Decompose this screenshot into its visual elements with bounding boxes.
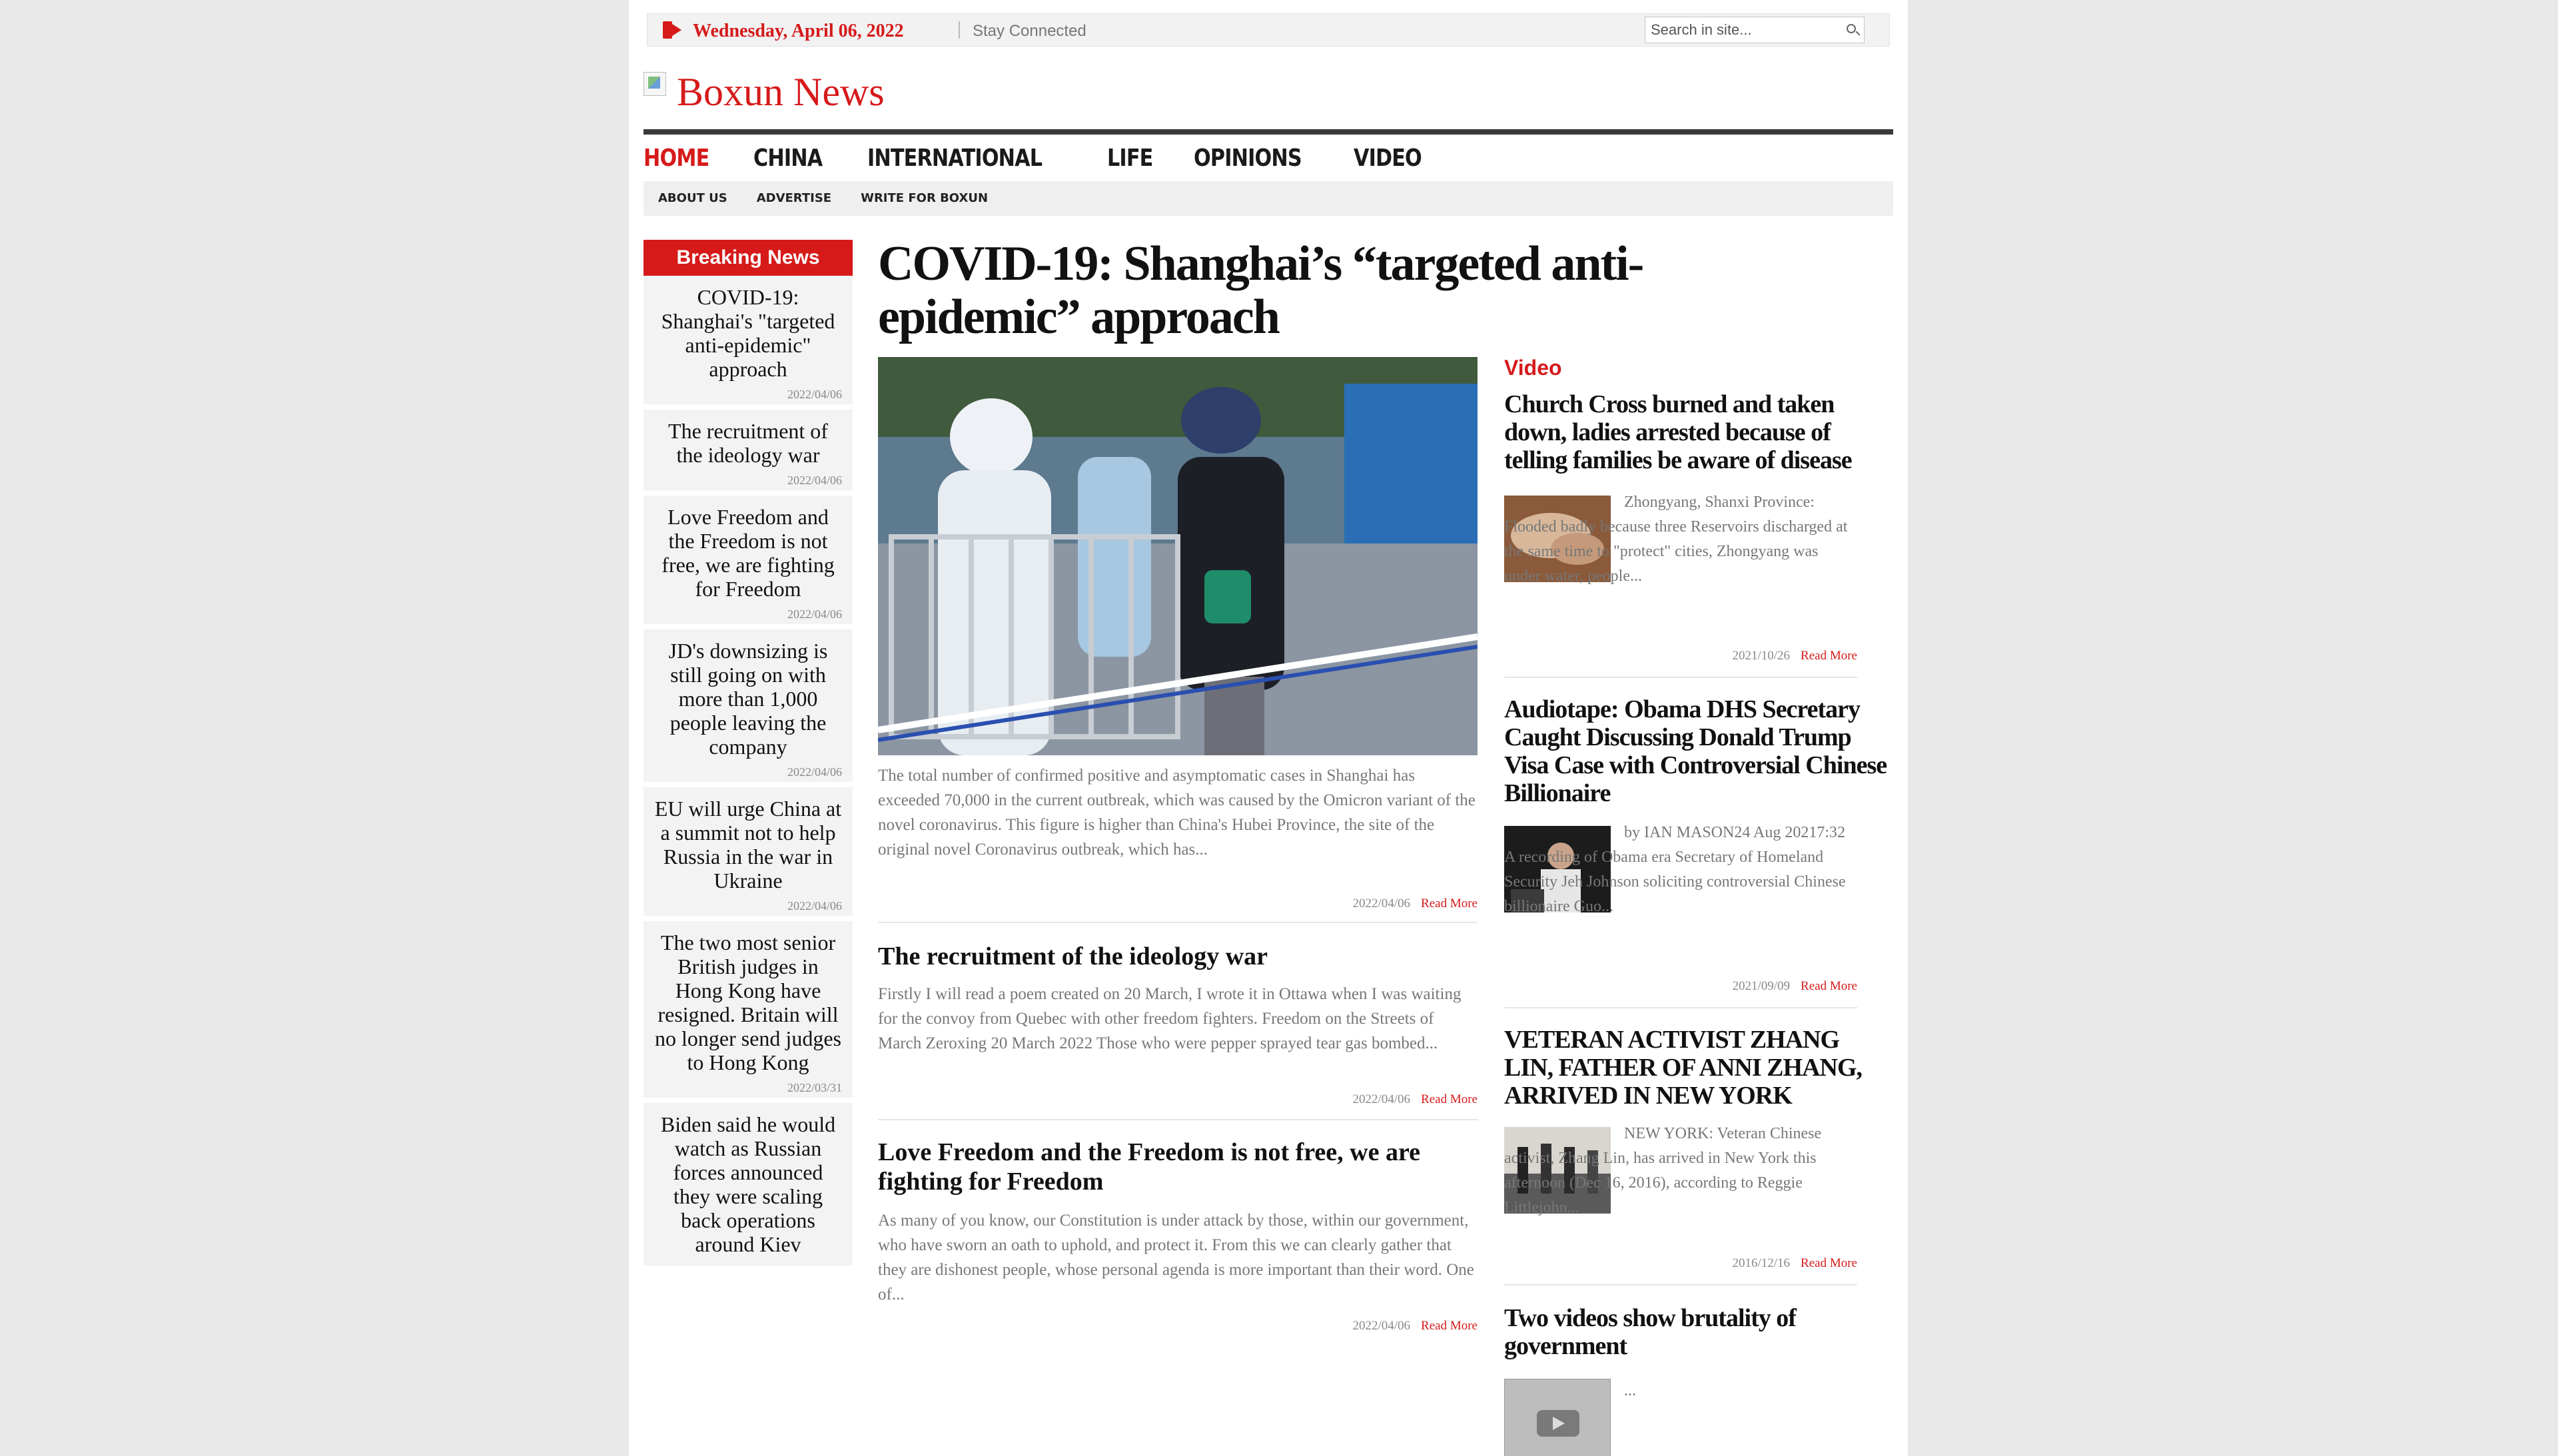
divider bbox=[878, 922, 1478, 923]
read-more-link[interactable]: Read More bbox=[1421, 1092, 1478, 1106]
divider bbox=[1504, 1284, 1857, 1285]
divider bbox=[878, 1119, 1478, 1120]
nav-video[interactable]: VIDEO bbox=[1354, 145, 1422, 172]
logo-text: Boxun News bbox=[677, 70, 885, 114]
breaking-news-item[interactable] bbox=[643, 276, 853, 410]
main-story-meta bbox=[878, 897, 1478, 911]
main-story-summary: The total number of confirmed positive and asymptomatic cases in Shanghai has exceeded 70,000 in the current outbreak, which was caused by the Omicron variant of the novel coronavirus. This figure is higher than China's Hubei Province, the site of the original novel Coronavirus outbreak, which has... bbox=[878, 767, 1476, 859]
breaking-news-item[interactable] bbox=[643, 1103, 853, 1271]
current-date: Wednesday, April 06, 2022 bbox=[693, 21, 904, 41]
video-summary: by IAN MASON24 Aug 20217:32 A recording of Obama era Secretary of Homeland Security Jeh Johnson soliciting controversial Chinese billionaire Guo... bbox=[1504, 824, 1846, 915]
main-story-photo[interactable] bbox=[878, 357, 1478, 755]
video-thumbnail[interactable] bbox=[1504, 1379, 1611, 1456]
search-input[interactable] bbox=[1651, 20, 1831, 40]
video-summary: NEW YORK: Veteran Chinese activist, Zhang Lin, has arrived in New York this afternoon (Dec 16, 2016), according to Reggie Littlejohn... bbox=[1504, 1125, 1822, 1216]
video-meta bbox=[1504, 1256, 1857, 1271]
read-more-link[interactable]: Read More bbox=[1801, 649, 1857, 663]
divider bbox=[1504, 1007, 1857, 1008]
stay-connected-link[interactable]: Stay Connected bbox=[973, 22, 1086, 40]
video-section-label[interactable]: Video bbox=[1504, 356, 1562, 380]
nav-opinions[interactable]: OPINIONS bbox=[1193, 145, 1302, 172]
read-more-link[interactable]: Read More bbox=[1421, 1319, 1478, 1333]
page bbox=[629, 0, 1908, 1456]
video-date: 2016/12/16 bbox=[1732, 1256, 1791, 1270]
story-date: 2022/04/06 bbox=[1352, 897, 1411, 910]
breaking-news-date: 2022/04/06 bbox=[787, 474, 842, 487]
breaking-news-date: 2022/03/31 bbox=[787, 1081, 842, 1094]
read-more-link[interactable]: Read More bbox=[1801, 1256, 1857, 1270]
breaking-news-title[interactable]: COVID-19: Shanghai's "targeted anti-epidemic" approach bbox=[661, 285, 835, 381]
breaking-news-date: 2022/04/06 bbox=[787, 899, 842, 912]
nav-international[interactable]: INTERNATIONAL bbox=[867, 145, 1043, 172]
divider bbox=[1504, 677, 1857, 678]
video-title[interactable]: Audiotape: Obama DHS Secretary Caught Discussing Donald Trump Visa Case with Controversial Chinese Billionaire bbox=[1504, 695, 1887, 807]
subnav-write-for-boxun[interactable]: WRITE FOR BOXUN bbox=[861, 191, 989, 205]
broken-image-icon bbox=[643, 72, 666, 96]
video-summary: ... bbox=[1624, 1382, 1636, 1399]
top-bar bbox=[647, 13, 1890, 47]
video-title[interactable]: Church Cross burned and taken down, ladies arrested because of telling families be aware of disease bbox=[1504, 390, 1852, 474]
video-meta bbox=[1504, 979, 1857, 994]
breaking-news bbox=[643, 240, 853, 1271]
read-more-link[interactable]: Read More bbox=[1421, 897, 1478, 910]
story-meta bbox=[878, 1319, 1478, 1333]
breaking-news-title[interactable]: Love Freedom and the Freedom is not free, we are fighting for Freedom bbox=[661, 505, 835, 601]
story-title[interactable]: Love Freedom and the Freedom is not free, we are fighting for Freedom bbox=[878, 1138, 1421, 1196]
search-icon[interactable] bbox=[1847, 24, 1856, 33]
story-summary: As many of you know, our Constitution is under attack by those, within our government, who have sworn an oath to uphold, and protect it. From this we can clearly gather that they are dishonest people, whose personal agenda is more important than their word. One of... bbox=[878, 1212, 1474, 1303]
breaking-news-item[interactable] bbox=[643, 921, 853, 1103]
breaking-news-item[interactable] bbox=[643, 629, 853, 787]
nav-life[interactable]: LIFE bbox=[1107, 145, 1153, 172]
read-more-link[interactable]: Read More bbox=[1801, 979, 1857, 993]
breaking-news-title[interactable]: EU will urge China at a summit not to help Russia in the war in Ukraine bbox=[654, 797, 842, 893]
breaking-news-title[interactable]: Biden said he would watch as Russian forces announced they were scaling back operations around Kiev bbox=[660, 1112, 836, 1256]
breaking-news-title[interactable]: The two most senior British judges in Hong Kong have resigned. Britain will no longer send judges to Hong Kong bbox=[655, 930, 841, 1074]
video-date: 2021/10/26 bbox=[1732, 649, 1791, 663]
breaking-news-header: Breaking News bbox=[643, 240, 853, 276]
breaking-news-title[interactable]: The recruitment of the ideology war bbox=[668, 419, 828, 467]
breaking-news-item[interactable] bbox=[643, 787, 853, 921]
header-rule bbox=[643, 129, 1893, 135]
video-title[interactable]: VETERAN ACTIVIST ZHANG LIN, FATHER OF ANNI ZHANG, ARRIVED IN NEW YORK bbox=[1504, 1026, 1863, 1110]
main-headline[interactable]: COVID-19: Shanghai’s “targeted anti-epidemic” approach bbox=[878, 236, 1643, 344]
story-title[interactable]: The recruitment of the ideology war bbox=[878, 942, 1268, 970]
breaking-news-item[interactable] bbox=[643, 496, 853, 629]
play-icon bbox=[1505, 1379, 1611, 1456]
subnav-advertise[interactable]: ADVERTISE bbox=[756, 191, 832, 205]
photo-illustration bbox=[878, 357, 1478, 755]
video-date: 2021/09/09 bbox=[1732, 979, 1791, 993]
story-meta bbox=[878, 1092, 1478, 1107]
video-meta bbox=[1504, 649, 1857, 663]
divider bbox=[959, 21, 960, 39]
breaking-news-title[interactable]: JD's downsizing is still going on with more than 1,000 people leaving the company bbox=[668, 639, 828, 759]
flag-icon bbox=[663, 21, 672, 39]
sub-nav bbox=[643, 181, 1893, 216]
story-date: 2022/04/06 bbox=[1352, 1092, 1411, 1106]
main-nav bbox=[643, 140, 1435, 177]
breaking-news-date: 2022/04/06 bbox=[787, 765, 842, 779]
breaking-news-item[interactable] bbox=[643, 410, 853, 496]
story-date: 2022/04/06 bbox=[1352, 1319, 1411, 1333]
video-title[interactable]: Two videos show brutality of government bbox=[1504, 1304, 1796, 1360]
subnav-about-us[interactable]: ABOUT US bbox=[658, 191, 727, 205]
breaking-news-date: 2022/04/06 bbox=[787, 388, 842, 401]
breaking-news-date: 2022/04/06 bbox=[787, 607, 842, 621]
search-box bbox=[1645, 17, 1865, 43]
video-summary: Zhongyang, Shanxi Province: Flooded badly because three Reservoirs discharged at the same time to "protect" cities, Zhongyang was under water, people... bbox=[1504, 494, 1848, 585]
nav-china[interactable]: CHINA bbox=[753, 145, 823, 172]
story-summary: Firstly I will read a poem created on 20 March, I wrote it in Ottawa when I was waiting for the convoy from Quebec with other freedom fighters. Freedom on the Streets of March Zeroxing 20 March 2022 Those who were pepper sprayed tear gas bombed... bbox=[878, 985, 1462, 1052]
nav-home[interactable]: HOME bbox=[643, 145, 709, 172]
